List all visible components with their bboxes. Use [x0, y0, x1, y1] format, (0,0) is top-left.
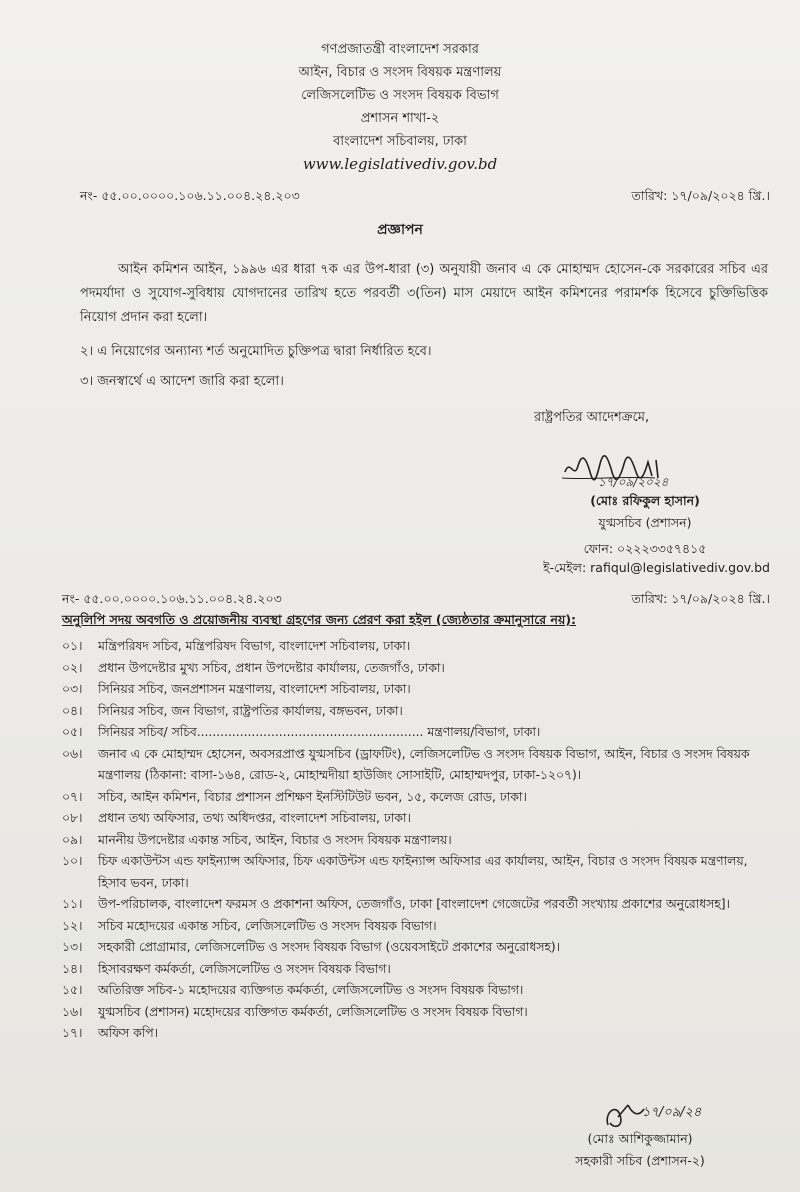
- list-item-number: ০৯।: [62, 832, 83, 847]
- signer-1-email: ই-মেইল: rafiqul@legislativediv.gov.bd: [543, 560, 770, 575]
- order-line: রাষ্ট্রপতির আদেশক্রমে,: [534, 410, 650, 425]
- list-item-text: অফিস কপি।: [98, 1026, 159, 1040]
- list-item-text: সহকারী প্রোগ্রামার, লেজিসলেটিভ ও সংসদ বিষয়ক বিভাগ (ওয়েবসাইটে প্রকাশের অনুরোধসহ)।: [98, 940, 561, 954]
- list-item-number: ০২।: [62, 660, 83, 675]
- signer-1-name: (মোঃ রফিকুল হাসান): [590, 493, 700, 508]
- list-item: [62, 787, 770, 809]
- signature-1-date: ১৭/০৯/২০২৪: [598, 475, 669, 489]
- list-item-text: হিসাবরক্ষণ কর্মকর্তা, লেজিসলেটিভ ও সংসদ বিষয়ক বিভাগ।: [98, 961, 391, 976]
- list-item-text: চিফ একাউন্টস এন্ড ফাইন্যান্স অফিসার, চিফ একাউন্টস এন্ড ফাইন্যান্স অফিসার এর কার্যালয়, আইন, বিচার ও সংসদ বিষয়ক মন্ত্রণালয়, হিসাব ভবন, ঢাকা।: [98, 854, 748, 890]
- memo-ref-no: নং- ৫৫.০০.০০০০.১০৬.১১.০০৪.২৪.২০৩: [80, 188, 300, 203]
- copy-date: তারিখ: ১৭/০৯/২০২৪ খ্রি.।: [631, 591, 770, 606]
- list-item-number: ০৮।: [62, 811, 83, 825]
- signer-1-designation: যুগ্মসচিব (প্রশাসন): [598, 515, 692, 530]
- copy-heading: অনুলিপি সদয় অবগতি ও প্রয়োজনীয় ব্যবস্থা গ্রহণের জন্য প্রেরণ করা হইল (জ্যেষ্ঠতার ক্রমানুসারে নয়):: [62, 612, 577, 627]
- letterhead-line3: লেজিসলেটিভ ও সংসদ বিষয়ক বিভাগ: [301, 88, 499, 103]
- list-item-number: ০৫।: [62, 725, 83, 739]
- letterhead-line4: প্রশাসন শাখা-২: [360, 111, 440, 126]
- letterhead-line1: গণপ্রজাতন্ত্রী বাংলাদেশ সরকার: [321, 42, 479, 57]
- list-item: [62, 701, 770, 723]
- signer-2-name: (মোঃ আশিকুজ্জামান): [587, 1131, 693, 1146]
- letterhead-website: www.legislativediv.gov.bd: [302, 155, 498, 173]
- list-item-text: সিনিয়র সচিব, জনপ্রশাসন মন্ত্রণালয়, বাংলাদেশ সচিবালয়, ঢাকা।: [98, 682, 411, 696]
- list-item-number: ১৬।: [62, 1004, 83, 1019]
- signature-2-date: ১৭/০৯/২৪: [642, 1105, 702, 1120]
- copy-ref-no: নং- ৫৫.০০.০০০০.১০৬.১১.০০৪.২৪.২০৩: [62, 591, 282, 606]
- list-item: [62, 744, 770, 787]
- memo-title: প্রজ্ঞাপন: [377, 222, 423, 238]
- list-item: [62, 679, 770, 701]
- list-item: [62, 722, 770, 744]
- memo-reference-row: [80, 188, 770, 208]
- list-item: [62, 1023, 770, 1045]
- list-item-text: যুগ্মসচিব (প্রশাসন) মহোদয়ের ব্যক্তিগত কর্মকর্তা, লেজিসলেটিভ ও সংসদ বিষয়ক বিভাগ।: [98, 1004, 528, 1019]
- list-item: [62, 980, 770, 1002]
- list-item: [62, 658, 770, 680]
- letterhead: [0, 38, 800, 176]
- letterhead-line5: বাংলাদেশ সচিবালয়, ঢাকা: [333, 134, 467, 149]
- signer-1-phone: ফোন: ০২২২৩৩৫৭৪১৫: [583, 541, 707, 556]
- copy-list: [62, 636, 770, 1045]
- list-item-text: সিনিয়র সচিব/ সচিব.......................................................... মন্ত্রণালয়/বিভাগ, ঢাকা।: [98, 725, 541, 739]
- list-item-text: মাননীয় উপদেষ্টার একান্ত সচিব, আইন, বিচার ও সংসদ বিষয়ক মন্ত্রণালয়।: [98, 832, 452, 847]
- list-item-text: সিনিয়র সচিব, জন বিভাগ, রাষ্ট্রপতির কার্যালয়, বঙ্গভবন, ঢাকা।: [98, 703, 403, 718]
- memo-paragraph-3: ৩। জনস্বার্থে এ আদেশ জারি করা হলো।: [80, 374, 284, 389]
- list-item-text: অতিরিক্ত সচিব-১ মহোদয়ের ব্যক্তিগত কর্মকর্তা, লেজিসলেটিভ ও সংসদ বিষয়ক বিভাগ।: [98, 983, 524, 997]
- list-item-number: ০৩।: [62, 682, 83, 696]
- signer-2-designation: সহকারী সচিব (প্রশাসন-২): [575, 1153, 705, 1168]
- list-item-number: ০৬।: [62, 746, 83, 761]
- list-item: [62, 959, 770, 981]
- list-item-text: জনাব এ কে মোহাম্মদ হোসেন, অবসরপ্রাপ্ত যুগ্মসচিব (ড্রাফটিং), লেজিসলেটিভ ও সংসদ বিষয়ক বিভাগ, আইন, বিচার ও সংসদ বিষয়ক মন্ত্রণালয় (ঠিকানা: বাসা-১৬৪, রোড-২, মোহাম্মদীয়া হাউজিং সোসাইটি, মোহাম্মদপুর, ঢাকা-১২০৭)।: [98, 746, 750, 782]
- list-item: [62, 1002, 770, 1024]
- memo-paragraph-2: ২। এ নিয়োগের অন্যান্য শর্ত অনুমোদিত চুক্তিপত্র দ্বারা নির্ধারিত হবে।: [80, 344, 432, 359]
- list-item: [62, 851, 770, 894]
- memo-date: তারিখ: ১৭/০৯/২০২৪ খ্রি.।: [631, 188, 770, 203]
- list-item: [62, 937, 770, 959]
- list-item-number: ১৩।: [62, 940, 83, 954]
- list-item: [62, 808, 770, 830]
- list-item-text: প্রধান উপদেষ্টার মুখ্য সচিব, প্রধান উপদেষ্টার কার্যালয়, তেজগাঁও, ঢাকা।: [98, 660, 445, 675]
- list-item-text: প্রধান তথ্য অফিসার, তথ্য অধিদপ্তর, বাংলাদেশ সচিবালয়, ঢাকা।: [98, 811, 411, 825]
- list-item-text: মন্ত্রিপরিষদ সচিব, মন্ত্রিপরিষদ বিভাগ, বাংলাদেশ সচিবালয়, ঢাকা।: [98, 639, 411, 653]
- list-item: [62, 636, 770, 658]
- list-item: [62, 916, 770, 938]
- list-item: [62, 894, 770, 916]
- copy-reference-row: [62, 591, 770, 611]
- list-item-text: উপ-পরিচালক, বাংলাদেশ ফরমস ও প্রকাশনা অফিস, তেজগাঁও, ঢাকা [বাংলাদেশ গেজেটের পরবর্তী সংখ্যায় প্রকাশের অনুরোধসহ]।: [98, 897, 730, 911]
- list-item-number: ১০।: [62, 854, 83, 868]
- list-item-number: ১২।: [62, 918, 83, 933]
- list-item-number: ১৪।: [62, 961, 83, 976]
- list-item-number: ০৭।: [62, 789, 83, 804]
- list-item: [62, 830, 770, 852]
- memo-paragraph-1: আইন কমিশন আইন, ১৯৯৬ এর ধারা ৭ক এর উপ-ধারা (৩) অনুযায়ী জনাব এ কে মোহাম্মদ হোসেন-কে সরকারের সচিব এর পদমর্যাদা ও সুযোগ-সুবিধায় যোগদানের তারিখ হতে পরবর্তী ৩(তিন) মাস মেয়াদে আইন কমিশনের পরামর্শক হিসেবে চুক্তিভিত্তিক নিয়োগ প্রদান করা হলো।: [80, 262, 768, 325]
- list-item-number: ১৫।: [62, 983, 83, 997]
- list-item-number: ০১।: [62, 639, 83, 653]
- list-item-number: ০৪।: [62, 703, 83, 718]
- letterhead-line2: আইন, বিচার ও সংসদ বিষয়ক মন্ত্রণালয়: [298, 65, 502, 80]
- list-item-text: সচিব মহোদয়ের একান্ত সচিব, লেজিসলেটিভ ও সংসদ বিষয়ক বিভাগ।: [98, 918, 437, 933]
- list-item-text: সচিব, আইন কমিশন, বিচার প্রশাসন প্রশিক্ষণ ইনস্টিটিউট ভবন, ১৫, কলেজ রোড, ঢাকা।: [98, 789, 527, 804]
- list-item-number: ১৭।: [62, 1026, 83, 1040]
- list-item-number: ১১।: [62, 897, 83, 911]
